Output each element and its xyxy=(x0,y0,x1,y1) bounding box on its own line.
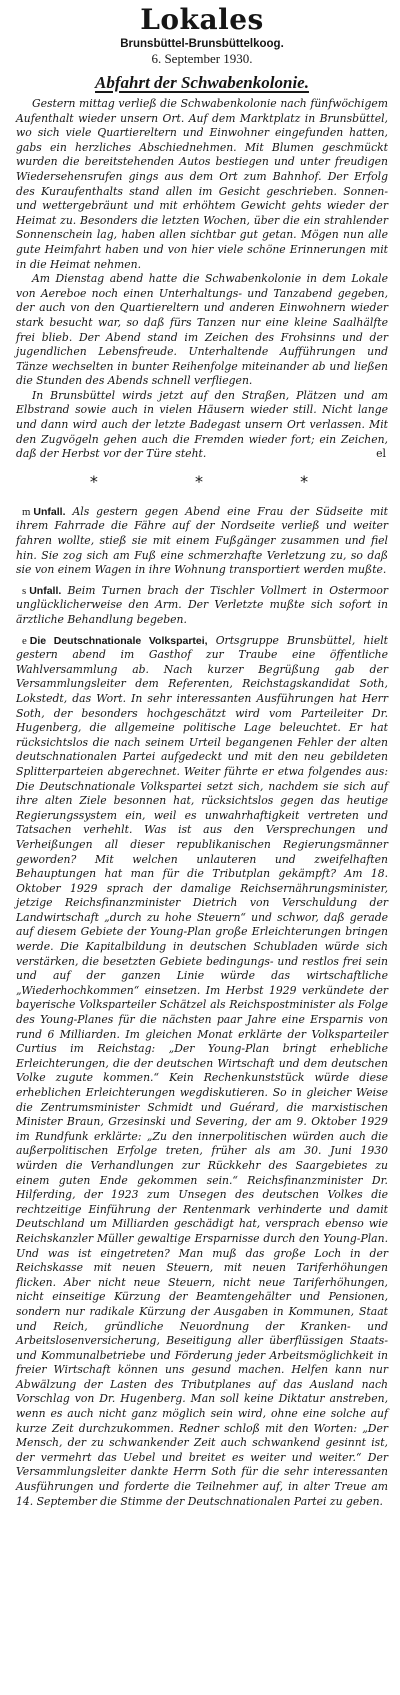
notice-unfall-faehre xyxy=(16,505,388,578)
issue-date: 6. September 1930. xyxy=(151,51,253,66)
notice-paragraph xyxy=(16,584,388,628)
section-title: Lokales xyxy=(140,3,264,36)
notice-volkspartei xyxy=(16,634,388,1510)
notice-marker: m xyxy=(22,505,31,518)
notice-unfall-turnen xyxy=(16,584,388,628)
article-paragraph: Am Dienstag abend hatte die Schwabenkolonie in dem Lokale von Aereboe noch einen Unterhaltungs- und Tanzabend gegeben, der auch von den Quartiereltern und anderen Einwohnern wieder stark besucht war, so daß fürs Tanzen nur eine kleine Saalhälfte frei blieb. Der Abend stand im Zeichen des Frohsinns und der jugendlichen Lebensfreude. Unterhaltende Aufführungen und Tänze wechselten in bunter Reihenfolge miteinander ab und ließen die Stunden des Abends schnell verfliegen. xyxy=(16,272,388,388)
location-line: Brunsbüttel-Brunsbüttelkoog. xyxy=(120,38,284,50)
article-headline: Abfahrt der Schwabenkolonie. xyxy=(95,73,309,92)
article-paragraph: Gestern mittag verließ die Schwabenkolonie nach fünfwöchigem Aufenthalt wieder unsern Ort. Auf dem Marktplatz in Brunsbüttel, wo sich viele Quartiereltern und Einwohner eingefunden hatten, gabs ein herzliches Abschiednehmen. Mit Blumen geschmückt wurden die bereitstehenden Autos bestiegen und unter freudigen Wiedersehensrufen gings aus dem Ort zum Bahnhof. Der Erfolg des Kuraufenthalts stand allen im Gesicht geschrieben. Sonnen- und wettergebräunt und mit erhöhtem Gewicht gehts wieder der Heimat zu. Besonders die letzten Wochen, über die ein strahlender Sonnenschein lag, haben allen sichtbar gut getan. Mögen nun alle gute Heimfahrt haben und von hier viele schöne Erinnerungen mit in die Heimat nehmen. xyxy=(16,97,388,271)
notice-marker: e xyxy=(22,634,27,647)
notice-keyword: Unfall. xyxy=(29,584,62,597)
masthead xyxy=(16,3,388,66)
notice-text: Beim Turnen brach der Tischler Vollmert in Ostermoor unglücklicherweise den Arm. Der Verletzte mußte sich sofort in ärztliche Behandlung begeben. xyxy=(16,583,388,626)
author-signature: el xyxy=(376,447,386,461)
notice-paragraph xyxy=(16,505,388,578)
notice-paragraph xyxy=(16,634,388,1510)
notice-text: Ortsgruppe Brunsbüttel, hielt gestern abend im Gasthof zur Traube eine öffentliche Wahlversammlung ab. Nach kurzer Begrüßung gab der Versammlungsleiter dem Referenten, Reichstagskandidat Soth, Lokstedt, das Wort. In sehr interessanten Ausführungen hat Herr Soth, der besonders hochgeschätzt wird vom Parteileiter Dr. Hugenberg, die allgemeine politische Lage beleuchtet. Er hat rücksichtslos die nach seinem Urteil begangenen Fehler der alten deutschnationalen Partei aufgedeckt und mit den neu gebildeten Splitterparteien abgerechnet. Weiter führte er etwa folgendes aus: Die Deutschnationale Volkspartei setzt sich, nachdem sie sich auf ihre alten Ziele besonnen hat, rücksichtslos gegen das heutige Regierungssystem ein, weil es unwahrhaftigkeit vertreten und Tatsachen verhehlt. Was ist aus den Versprechungen und Verheißungen all dieser republikanischen Regierungsmänner geworden? Mit welchen unlauteren und zweifelhaften Behauptungen hat man für die Tributplan gekämpft? Am 18. Oktober 1929 sprach der damalige Reichsernährungsminister, jetzige Reichsfinanzminister Dietrich von Verschuldung der Landwirtschaft „durch zu hohe Steuern“ und schwor, daß gerade auf diesem Gebiete der Young-Plan große Erleichterungen bringen werde. Die Kapitalbildung in deutschen Schubladen würde sich verstärken, die besetzten Gebiete bedingungs- und restlos frei sein und auf der ganzen Linie würde das wirtschaftliche „Wiederhochkommen“ einsetzen. Im Herbst 1929 verkündete der bayerische Volksparteiler Schätzel als Reichspostminister als Folge des Young-Planes für die nächsten paar Jahre eine Ersparnis von rund 6 Milliarden. Im gleichen Monat erklärte der Volksparteiler Curtius im Reichstag: „Der Young-Plan bringt erhebliche Erleichterungen, die der deutschen Wirtschaft und dem deutschen Volke zugute kommen.“ Kein Rechenkunststück würde diese erheblichen Erleichterungen wegdiskutieren. So in gleicher Weise die Zentrumsminister Schmidt und Guérard, die marxistischen Minister Braun, Grzesinski und Severing, der am 9. Oktober 1929 im Rundfunk erklärte: „Zu den innerpolitischen würden auch die außerpolitischen Erfolge treten, früher als am 30. Juni 1930 würden die Verhandlungen zur Rückkehr des Saargebietes zu einem guten Ende gekommen sein.“ Reichsfinanzminister Dr. Hilferding, der 1923 zum Unsegen des deutschen Volkes die rechtzeitige Einführung der Rentenmark verhinderte und damit Deutschland um Milliarden geschädigt hat, versprach ebenso wie Reichskanzler Müller gewaltige Ersparnisse durch den Young-Plan. Und was ist eingetreten? Man muß das große Loch in der Reichskasse mit neuen Steuern, mit neuen Tariferhöhungen flicken. Aber nicht neue Steuern, nicht neue Tariferhöhungen, nicht einseitige Kürzung der Beamtengehälter und Pensionen, sondern nur radikale Kürzung der Ausgaben in Kommunen, Staat und Reich, gründliche Neuordnung der Kranken- und Arbeitslosenversicherung, Beseitigung aller überflüssigen Staats- und Kommunalbetriebe und Förderung jeder Arbeitsmöglichkeit in freier Wirtschaft können uns gesund machen. Helfen kann nur Abwälzung der Lasten des Tributplanes auf das Ausland nach Vorschlag von Dr. Hugenberg. Man soll keine Diktatur anstreben, wenn es auch nicht ganz möglich sein wird, ohne eine solche auf kurze Zeit durchzukommen. Redner schloß mit den Worten: „Der Mensch, der zu schwankender Zeit auch schwankend gesinnt ist, der vermehrt das Uebel und breitet es weiter und weiter.“ Der Versammlungsleiter dankte Herrn Soth für die sehr interessanten Ausführungen und forderte die Teilnehmer auf, in alter Treue am 14. September die Stimme der Deutschnationalen Partei zu geben. xyxy=(16,633,388,1508)
notice-marker: s xyxy=(22,584,27,597)
article-paragraph: In Brunsbüttel wirds jetzt auf den Straßen, Plätzen und am Elbstrand sowie auch in vielen Häusern wieder still. Nicht lange und dann wird auch der letzte Badegast unsern Ort verlassen. Mit den Zugvögeln gehen auch die Fremden wieder fort; ein Zeichen, daß der Herbst vor der Türe steht. xyxy=(16,388,388,461)
notice-text: Als gestern gegen Abend eine Frau der Südseite mit ihrem Fahrrade die Fähre auf der Nordseite verließ und weiter fahren wollte, stieß sie mit einem Fußgänger zusammen und fiel hin. Sie zog sich am Fuß eine schmerzhafte Verletzung zu, so daß sie von einem Wagen in ihre Wohnung transportiert werden mußte. xyxy=(16,504,388,577)
notice-keyword: Unfall. xyxy=(33,505,66,518)
notice-keyword: Die Deutschnationale Volkspartei, xyxy=(29,634,208,647)
section-separator: * * * xyxy=(89,471,355,491)
article-schwabenkolonie xyxy=(16,74,388,462)
